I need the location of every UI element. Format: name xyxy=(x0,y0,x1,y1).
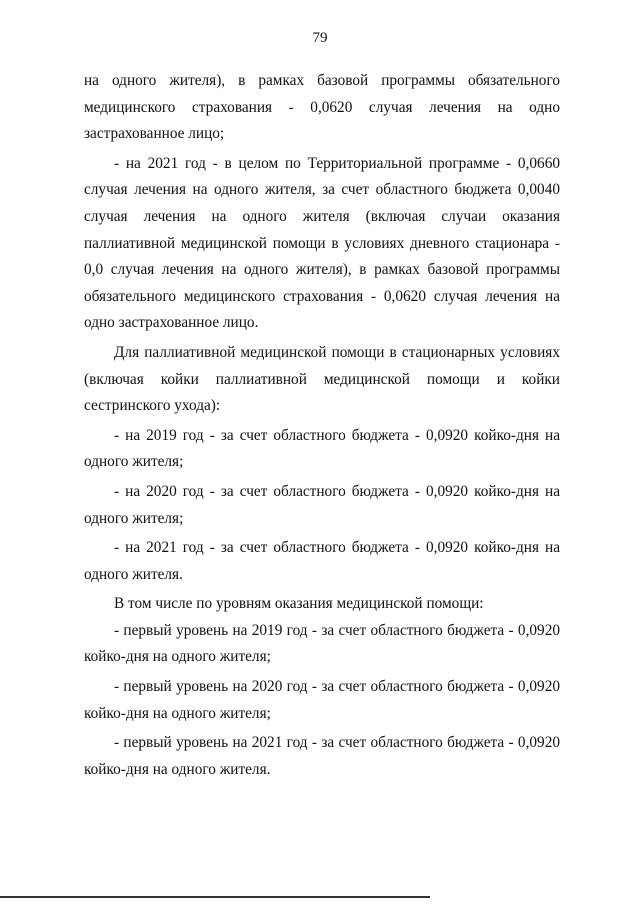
paragraph-2020-bed-days: - на 2020 год - за счет областного бюджета - 0,0920 койко-дня на одного жителя; xyxy=(84,482,560,527)
page-number: 79 xyxy=(312,30,328,46)
paragraph-continuation: на одного жителя), в рамках базовой программы обязательного медицинского страхования - 0,0620 случая лечения на одно застрахованное лицо; xyxy=(84,72,560,143)
paragraph-palliative-intro: Для паллиативной медицинской помощи в стационарных условиях (включая койки паллиативной медицинской помощи и койки сестринского ухода): xyxy=(84,343,560,415)
paragraph-2021-day-hospital: - на 2021 год - в целом по Территориальной программе - 0,0660 случая лечения на одного жителя, за счет областного бюджета 0,0040 случая лечения на одного жителя (включая случаи оказания паллиативной медицинской помощи в условиях дневного стационара - 0,0 случая лечения на одного жителя), в рамках базовой программы обязательного медицинского страхования - 0,0620 случая лечения на одно застрахованное лицо. xyxy=(84,154,560,332)
paragraph-level1-2020: - первый уровень на 2020 год - за счет областного бюджета - 0,0920 койко-дня на одного жителя; xyxy=(84,678,560,722)
paragraph-2019-bed-days: - на 2019 год - за счет областного бюджета - 0,0920 койко-дня на одного жителя; xyxy=(84,426,560,471)
paragraph-levels-intro: В том числе по уровням оказания медицинской помощи: xyxy=(114,595,484,613)
paragraph-level1-2021: - первый уровень на 2021 год - за счет областного бюджета - 0,0920 койко-дня на одного жителя. xyxy=(84,734,560,778)
bottom-scan-line xyxy=(0,896,430,898)
paragraph-2021-bed-days: - на 2021 год - за счет областного бюджета - 0,0920 койко-дня на одного жителя. xyxy=(84,539,560,583)
paragraph-level1-2019: - первый уровень на 2019 год - за счет областного бюджета - 0,0920 койко-дня на одного жителя; xyxy=(84,621,560,666)
document-body xyxy=(84,68,560,783)
